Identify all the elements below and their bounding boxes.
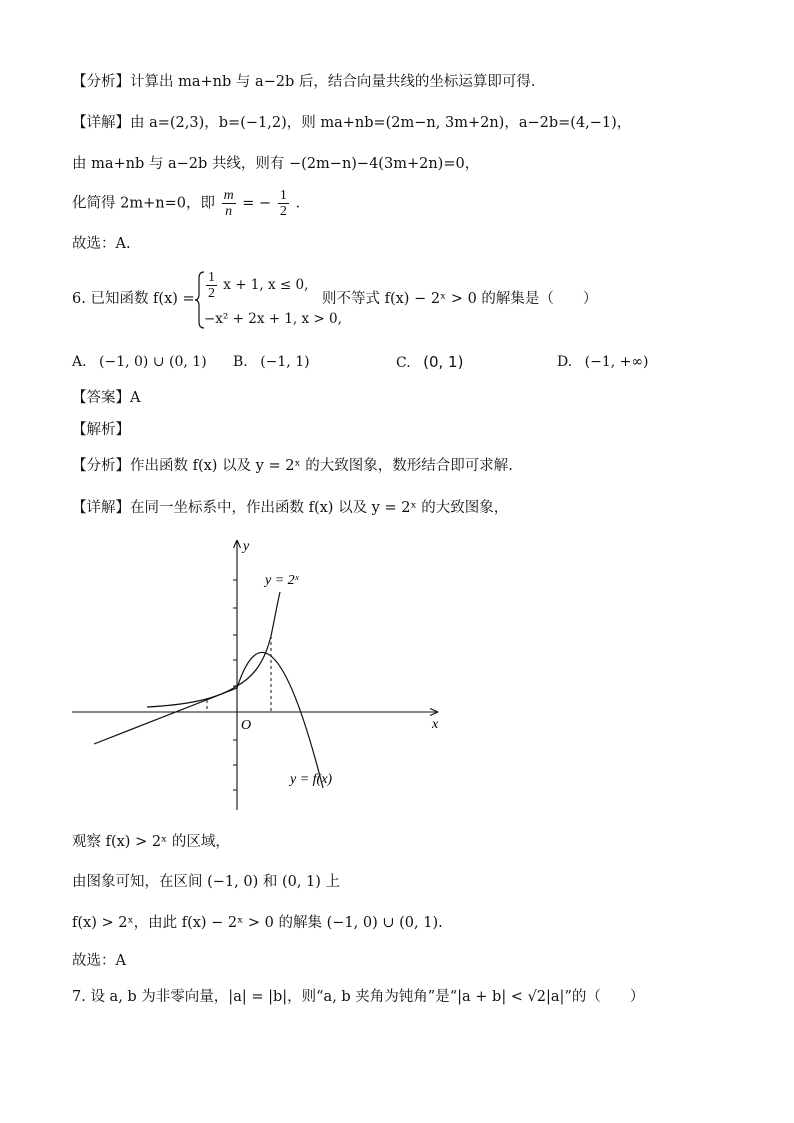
q6-piece-1-rest: x + 1, x ≤ 0,: [223, 277, 309, 293]
analysis-line-1: 【分析】计算出 ma+nb 与 a−2b 后，结合向量共线的坐标运算即可得.: [72, 74, 536, 90]
option-b[interactable]: [233, 352, 310, 372]
option-d-label: D.: [557, 354, 573, 370]
f-label: y = f(x): [290, 772, 333, 787]
fraction-denominator: 2: [279, 204, 287, 219]
origin-label: O: [241, 718, 252, 733]
option-b-label: B.: [233, 354, 248, 370]
fraction-one-half: [206, 270, 217, 301]
analysis-line-2: 【分析】作出函数 f(x) 以及 y = 2ˣ 的大致图象，数形结合即可求解.: [72, 458, 513, 474]
f-parabola-piece: [237, 652, 323, 788]
y-axis-arrow-icon: [234, 540, 241, 548]
fraction-numerator: 1: [279, 188, 287, 203]
q6-piece-1: [204, 270, 308, 301]
question-7-line: 7. 设 a, b 为非零向量，|a| = |b|，则“a, b 夹角为钝角”是“|a + b| < √2|a|”的（ ）: [72, 989, 645, 1005]
option-b-value: (−1, 1): [260, 354, 310, 370]
detail-line-1: 【详解】由 a=(2,3)，b=(−1,2)，则 ma+nb=(2m−n, 3m+2n)，a−2b=(4,−1)，: [72, 115, 632, 131]
option-c[interactable]: [396, 352, 463, 373]
option-d[interactable]: [557, 352, 649, 372]
detail-line-3-prefix: 化简得 2m+n=0，即: [72, 195, 215, 212]
fraction-denominator: n: [225, 204, 233, 219]
detail-line-3-end: .: [295, 195, 301, 212]
fraction-one-half: [278, 188, 289, 219]
choose-line-1: 故选：A.: [72, 236, 131, 252]
fraction-denominator: 2: [208, 286, 215, 301]
from-graph-line: 由图象可知，在区间 (−1, 0) 和 (0, 1) 上: [72, 874, 341, 890]
fraction-numerator: m: [223, 188, 234, 203]
x-axis-label: x: [432, 717, 439, 732]
option-a-label: A.: [72, 354, 87, 370]
answer-line: 【答案】A: [72, 390, 141, 406]
option-a[interactable]: [72, 352, 207, 372]
detail-line-3-equals: = −: [242, 195, 272, 212]
detail-line-3: [72, 188, 300, 219]
f-linear-piece: [94, 688, 237, 744]
x-axis-arrow-icon: [430, 709, 438, 716]
detail-line-2: 由 ma+nb 与 a−2b 共线，则有 −(2m−n)−4(3m+2n)=0，: [72, 156, 480, 172]
option-c-value: (0, 1): [423, 353, 464, 371]
q6-piece-2: −x² + 2x + 1, x > 0,: [204, 311, 342, 327]
parse-heading: 【解析】: [72, 422, 130, 438]
option-d-value: (−1, +∞): [584, 354, 649, 370]
exponential-label: y = 2ˣ: [265, 573, 299, 588]
fraction-m-over-n: [222, 188, 236, 219]
q6-prefix: 6. 已知函数 f(x) =: [72, 291, 195, 307]
observe-line: 观察 f(x) > 2ˣ 的区域，: [72, 834, 230, 850]
exponential-curve: [147, 592, 280, 707]
y-axis-label: y: [243, 539, 250, 554]
y-axis-ticks: [233, 580, 237, 790]
option-a-value: (−1, 0) ∪ (0, 1): [99, 354, 207, 370]
conclusion-line: f(x) > 2ˣ，由此 f(x) − 2ˣ > 0 的解集 (−1, 0) ∪ (0, 1).: [72, 915, 443, 931]
fraction-numerator: 1: [208, 270, 215, 285]
q6-suffix: 则不等式 f(x) − 2ˣ > 0 的解集是（ ）: [322, 291, 598, 307]
detail-line-4: 【详解】在同一坐标系中，作出函数 f(x) 以及 y = 2ˣ 的大致图象，: [72, 500, 509, 516]
choose-line-2: 故选：A: [72, 953, 126, 969]
option-c-label: C.: [396, 355, 411, 371]
